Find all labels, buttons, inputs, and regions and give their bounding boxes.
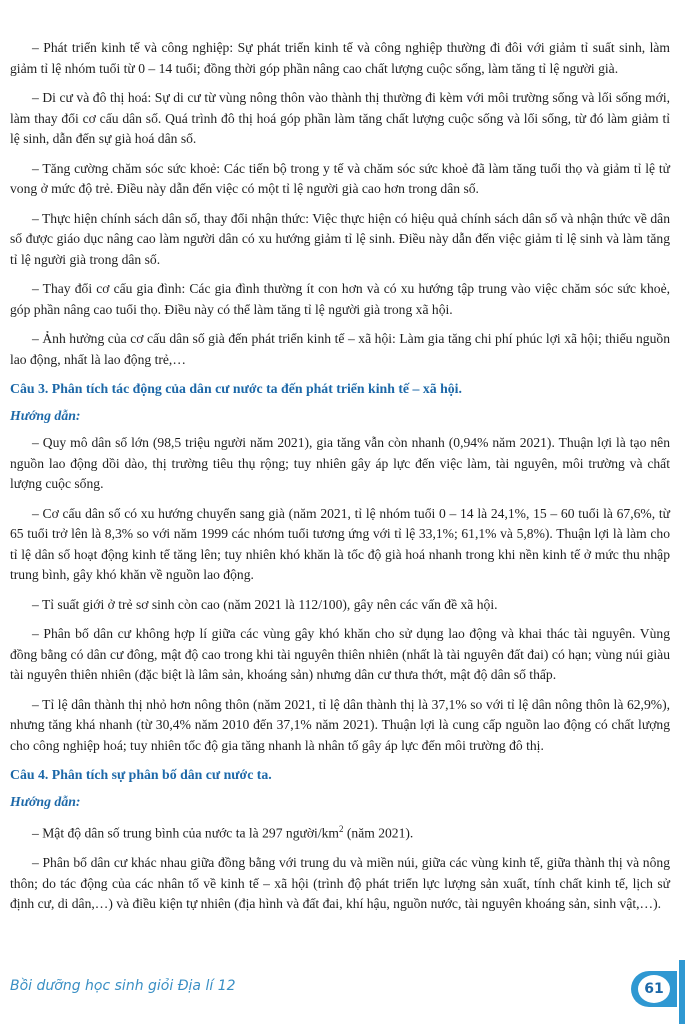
paragraph-population-policy: – Thực hiện chính sách dân số, thay đổi nhận thức: Việc thực hiện có hiệu quả chính sách dân số và nhận thức về dân số được giáo dục nâng cao làm người dân có xu hướng giảm tỉ lệ sinh. Điều này dẫn đến việc giảm tỉ lệ sinh và làm tăng tỉ lệ người già trong dân số.	[10, 210, 670, 267]
density-text: – Mật độ dân số trung bình của nước ta là 297 người/km	[32, 825, 339, 841]
footer-book-title: Bồi dưỡng học sinh giỏi Địa lí 12	[10, 978, 236, 994]
page-number: 61	[638, 975, 670, 1003]
paragraph-healthcare: – Tăng cường chăm sóc sức khoẻ: Các tiến bộ trong y tế và chăm sóc sức khoẻ đã làm tăng tuổi thọ và giảm tỉ lệ tử vong ở mức độ trẻ. Điều này dẫn đến việc có một tỉ lệ người già cao hơn trong dân số.	[10, 160, 670, 196]
page-edge-decoration	[679, 960, 685, 1024]
paragraph-migration-urbanization: – Di cư và đô thị hoá: Sự di cư từ vùng nông thôn vào thành thị thường đi kèm với môi trường sống và lối sống mới, làm thay đổi cơ cấu dân số. Quá trình đô thị hoá góp phần làm tăng chất lượng cuộc sống và lối sống, từ đó làm giảm tỉ lệ sinh, dẫn đến sự già hoá dân số.	[10, 90, 670, 146]
question-4-title: Câu 4. Phân tích sự phân bố dân cư nước ta.	[10, 767, 272, 782]
paragraph-economic-development: – Phát triển kinh tế và công nghiệp: Sự phát triển kinh tế và công nghiệp thường đi đôi với giảm tỉ suất sinh, làm giảm tỉ lệ nhóm tuổi từ 0 – 14 tuổi; đồng thời góp phần nâng cao chất lượng cuộc sống, làm tăng tỉ lệ người già.	[10, 40, 670, 76]
paragraph-population-distribution: – Phân bố dân cư không hợp lí giữa các vùng gây khó khăn cho sử dụng lao động và khai thác tài nguyên. Vùng đồng bằng có dân cư đông, mật độ cao trong khi tài nguyên thiên nhiên (nhất là tài nguyên đất đai) có hạn; vùng núi giàu tài nguyên thiên nhiên (đặc biệt là lâm sản, khoáng sản) nhưng dân cư thưa thớt, mật độ dân số thấp.	[10, 626, 670, 682]
paragraph-sex-ratio: – Tỉ suất giới ở trẻ sơ sinh còn cao (năm 2021 là 112/100), gây nên các vấn đề xã hội.	[32, 596, 498, 612]
paragraph-population-scale: – Quy mô dân số lớn (98,5 triệu người năm 2021), gia tăng vẫn còn nhanh (0,94% năm 2021). Thuận lợi là tạo nên nguồn lao động dồi dào, thị trường tiêu thụ rộng; tuy nhiên gây áp lực đến việc làm, tài nguyên, môi trường và chất lượng cuộc sống.	[10, 435, 670, 491]
page-content	[10, 38, 670, 924]
question-4-guide-label: Hướng dẫn:	[10, 793, 81, 809]
paragraph-population-density	[10, 819, 670, 844]
question-3-title: Câu 3. Phân tích tác động của dân cư nước ta đến phát triển kinh tế – xã hội.	[10, 381, 462, 396]
paragraph-urban-ratio: – Tỉ lệ dân thành thị nhỏ hơn nông thôn (năm 2021, tỉ lệ dân thành thị là 37,1% so với tỉ lệ dân nông thôn là 62,9%), nhưng tăng khá nhanh (từ 30,4% năm 2010 đến 37,1% năm 2021). Thuận lợi là cung cấp nguồn lao động có chất lượng cho công nghiệp hoá; tuy nhiên tốc độ gia tăng nhanh là nhân tố gây áp lực đến môi trường đô thị.	[10, 696, 670, 753]
paragraph-distribution-factors: – Phân bố dân cư khác nhau giữa đồng bằng với trung du và miền núi, giữa các vùng kinh tế, giữa thành thị và nông thôn; do tác động của các nhân tố về kinh tế – xã hội (trình độ phát triển lực lượng sản xuất, tính chất kinh tế, lịch sử định cư, di dân,…) và điều kiện tự nhiên (địa hình và đất đai, khí hậu, nguồn nước, tài nguyên khoáng sản, sinh vật,…).	[10, 855, 670, 912]
paragraph-population-structure: – Cơ cấu dân số có xu hướng chuyển sang già (năm 2021, tỉ lệ nhóm tuổi 0 – 14 là 24,1%, 15 – 60 tuổi là 67,6%, từ 65 tuổi trở lên là 8,3% so với năm 1999 các nhóm tuổi tương ứng với tỉ lệ 33,1%; 61,1% và 5,8%). Thuận lợi là làm cho tỉ lệ dân số hoạt động kinh tế tăng lên; tuy nhiên khó khăn là tốc độ già hoá nhanh trong khi nền kinh tế ở mức thu nhập trung bình, gây khó khăn về nguồn lao động.	[10, 505, 670, 582]
question-3-guide-label: Hướng dẫn:	[10, 407, 81, 423]
density-unit-superscript: 2	[338, 824, 344, 834]
paragraph-family-structure: – Thay đổi cơ cấu gia đình: Các gia đình thường ít con hơn và có xu hướng tập trung vào việc chăm sóc sức khoẻ, góp phần nâng cao tuổi thọ. Điều này có thể làm tăng tỉ lệ người già trong xã hội.	[10, 281, 670, 317]
paragraph-aging-impact: – Ảnh hưởng của cơ cấu dân số già đến phát triển kinh tế – xã hội: Làm gia tăng chi phí phúc lợi xã hội; thiếu nguồn lao động, nhất là lao động trẻ,…	[10, 331, 670, 367]
density-year: (năm 2021).	[343, 825, 414, 841]
